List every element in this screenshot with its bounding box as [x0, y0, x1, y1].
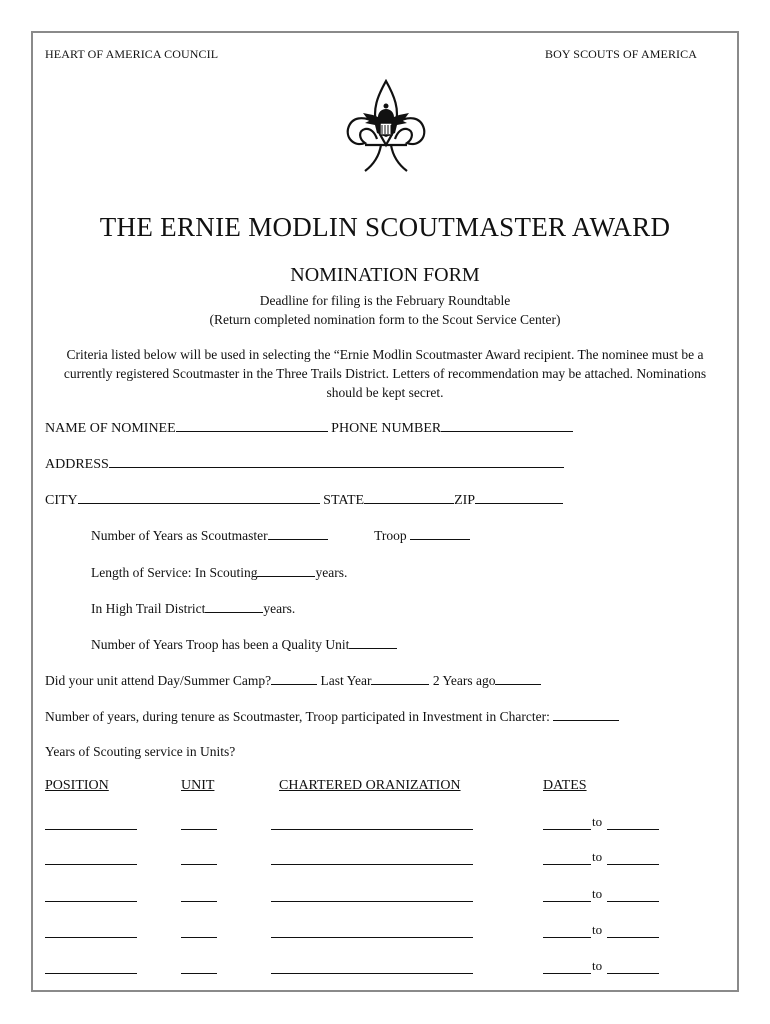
criteria-paragraph: Criteria listed below will be used in selecting the “Ernie Modlin Scoutmaster Award recipient. The nominee must be a currently registered Scoutmaster in the Three Trails District. Letters of recommendation may be attached. Nominations should be kept secret.	[63, 347, 707, 400]
date-to-field[interactable]	[607, 828, 659, 830]
nominee-label: NAME OF NOMINEE	[45, 421, 176, 436]
deadline-note: Deadline for filing is the February Roundtable	[259, 293, 511, 308]
unit-field[interactable]	[181, 936, 217, 938]
to-label: to	[592, 814, 603, 829]
state-label: STATE	[323, 493, 365, 508]
unit-field[interactable]	[181, 900, 217, 902]
nominee-row	[45, 419, 573, 437]
city-label: CITY	[45, 493, 78, 508]
to-label: to	[592, 886, 603, 901]
position-field[interactable]	[45, 828, 137, 830]
investment-label: Number of years, during tenure as Scoutmaster, Troop participated in Investment in Charcter:	[45, 709, 550, 724]
chartered-organization-field[interactable]	[271, 936, 473, 938]
two-years-field[interactable]	[495, 672, 541, 685]
quality-unit-field[interactable]	[349, 636, 397, 649]
investment-field[interactable]	[553, 708, 619, 721]
chartered-organization-field[interactable]	[271, 900, 473, 902]
chartered-organization-field[interactable]	[271, 863, 473, 865]
unit-field[interactable]	[181, 863, 217, 865]
position-field[interactable]	[45, 972, 137, 974]
quality-unit-row	[91, 636, 397, 653]
date-to-field[interactable]	[607, 972, 659, 974]
date-to-field[interactable]	[607, 936, 659, 938]
phone-field[interactable]	[441, 419, 573, 432]
zip-label: ZIP	[454, 493, 476, 508]
years-suffix: years.	[315, 565, 348, 580]
high-trail-row	[91, 600, 295, 617]
column-header-chartered-organization: CHARTERED ORANIZATION	[279, 778, 461, 793]
to-label: to	[592, 849, 603, 864]
phone-label: PHONE NUMBER	[331, 421, 442, 436]
unit-field[interactable]	[181, 972, 217, 974]
quality-unit-label: Number of Years Troop has been a Quality Unit	[91, 637, 350, 652]
date-from-field[interactable]	[543, 863, 591, 865]
address-field[interactable]	[109, 455, 564, 468]
investment-row	[45, 708, 619, 725]
zip-field[interactable]	[475, 491, 563, 504]
organization-name: BOY SCOUTS OF AMERICA	[545, 47, 698, 61]
unit-field[interactable]	[181, 828, 217, 830]
date-from-field[interactable]	[543, 900, 591, 902]
column-header-position: POSITION	[45, 778, 109, 793]
position-field[interactable]	[45, 900, 137, 902]
award-title: THE ERNIE MODLIN SCOUTMASTER AWARD	[99, 212, 671, 242]
nominee-field[interactable]	[176, 419, 328, 432]
position-field[interactable]	[45, 863, 137, 865]
troop-field[interactable]	[410, 527, 470, 540]
column-header-unit: UNIT	[181, 778, 215, 793]
form-subtitle: NOMINATION FORM	[290, 264, 480, 286]
camp-label: Did your unit attend Day/Summer Camp?	[45, 673, 272, 688]
address-label: ADDRESS	[45, 457, 109, 472]
years-scoutmaster-label: Number of Years as Scoutmaster	[91, 528, 268, 543]
date-from-field[interactable]	[543, 972, 591, 974]
chartered-organization-field[interactable]	[271, 972, 473, 974]
high-trail-field[interactable]	[205, 600, 263, 613]
date-from-field[interactable]	[543, 936, 591, 938]
date-to-field[interactable]	[607, 863, 659, 865]
chartered-organization-field[interactable]	[271, 828, 473, 830]
return-note: (Return completed nomination form to the Scout Service Center)	[209, 312, 561, 327]
troop-label: Troop	[374, 528, 407, 543]
state-field[interactable]	[364, 491, 454, 504]
camp-row	[45, 672, 541, 689]
city-field[interactable]	[78, 491, 320, 504]
address-row	[45, 455, 564, 473]
column-header-dates: DATES	[543, 778, 587, 793]
to-label: to	[592, 922, 603, 937]
years-scoutmaster-row	[91, 527, 470, 544]
high-trail-label: In High Trail District	[91, 601, 206, 616]
fleur-de-lis-eagle-icon	[343, 79, 429, 177]
date-to-field[interactable]	[607, 900, 659, 902]
last-year-label: Last Year	[320, 673, 372, 688]
years-units-label: Years of Scouting service in Units?	[45, 744, 236, 759]
last-year-field[interactable]	[371, 672, 429, 685]
to-label: to	[592, 958, 603, 973]
position-field[interactable]	[45, 936, 137, 938]
length-service-field[interactable]	[257, 564, 315, 577]
date-from-field[interactable]	[543, 828, 591, 830]
years-suffix-2: years.	[263, 601, 296, 616]
camp-field[interactable]	[271, 672, 317, 685]
years-scoutmaster-field[interactable]	[268, 527, 328, 540]
council-name: HEART OF AMERICA COUNCIL	[45, 47, 219, 61]
length-service-row	[91, 564, 347, 581]
length-service-label: Length of Service: In Scouting	[91, 565, 258, 580]
city-row	[45, 491, 563, 509]
two-years-label: 2 Years ago	[432, 673, 496, 688]
